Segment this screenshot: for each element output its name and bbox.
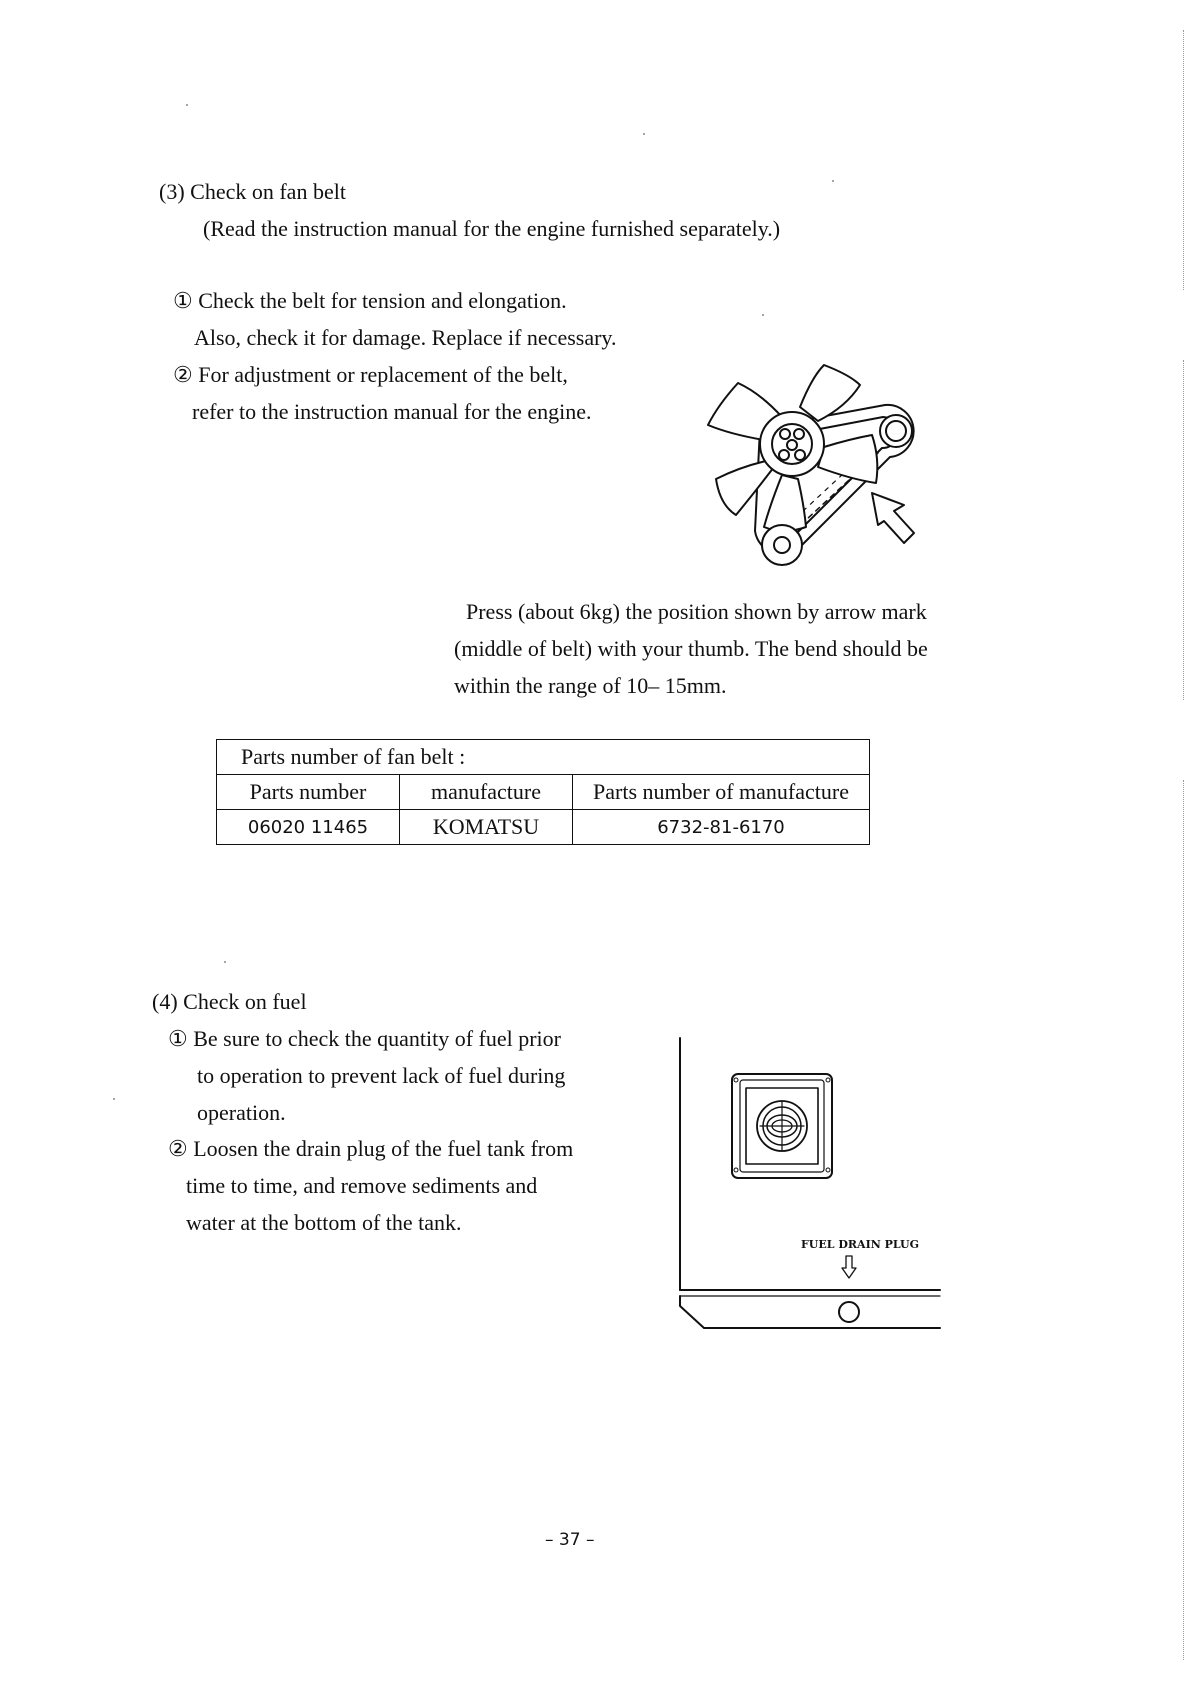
cell-manufacture: KOMATSU — [400, 810, 573, 845]
section4-heading: (4) Check on fuel — [152, 989, 307, 1014]
crank-pulley — [762, 525, 802, 565]
section3-item2-line1: ② For adjustment or replacement of the belt, — [173, 362, 568, 387]
fan-blade — [764, 475, 806, 531]
table-row — [217, 810, 870, 845]
scan-speck — [643, 133, 645, 135]
scan-speck — [224, 961, 226, 963]
press-line1: Press (about 6kg) the position shown by arrow mark — [466, 599, 927, 624]
header-manufacture: manufacture — [400, 775, 573, 810]
section3-heading: (3) Check on fan belt — [159, 179, 346, 204]
section4-item2-line2: time to time, and remove sediments and — [186, 1173, 538, 1198]
scan-speck — [113, 1098, 115, 1100]
section3-item1-line1: ① Check the belt for tension and elongation. — [173, 288, 567, 313]
arrow-mark — [872, 493, 914, 543]
fan-belt-diagram — [700, 355, 950, 585]
table-header-row — [217, 775, 870, 810]
parts-table-title: Parts number of fan belt : — [217, 740, 870, 775]
scan-speck — [832, 180, 834, 182]
press-line2: (middle of belt) with your thumb. The bend should be — [454, 636, 928, 661]
down-arrow-icon — [842, 1256, 856, 1278]
scan-edge-lower — [1183, 780, 1184, 1660]
fan-blade — [716, 461, 774, 515]
scan-speck — [186, 104, 188, 106]
section4-item2-line3: water at the bottom of the tank. — [186, 1210, 462, 1235]
section3-note: (Read the instruction manual for the engine furnished separately.) — [203, 216, 781, 241]
fuel-drain-plug-label: FUEL DRAIN PLUG — [801, 1238, 919, 1251]
scan-edge-upper — [1183, 30, 1184, 290]
cell-manufacturer-parts-number: 6732-81-6170 — [573, 810, 870, 845]
section3-item1-line2: Also, check it for damage. Replace if necessary. — [194, 325, 617, 350]
fan-blade — [818, 435, 877, 483]
section4-item2-line1: ② Loosen the drain plug of the fuel tank from — [168, 1136, 574, 1161]
fuel-tank-diagram — [670, 1030, 950, 1350]
alternator-pulley — [880, 415, 912, 447]
table-row — [217, 740, 870, 775]
fan-blade — [800, 365, 860, 421]
header-parts-number: Parts number — [217, 775, 400, 810]
section3-item2-line2: refer to the instruction manual for the engine. — [192, 399, 592, 424]
scan-edge-middle — [1183, 360, 1184, 700]
section4-item1-line3: operation. — [197, 1100, 286, 1125]
fan-belt-parts-table — [216, 739, 870, 845]
section4-item1-line1: ① Be sure to check the quantity of fuel prior — [168, 1026, 561, 1051]
page-number: – 37 – — [545, 1530, 595, 1550]
scan-speck — [762, 314, 764, 316]
header-parts-number-of-manufacture: Parts number of manufacture — [573, 775, 870, 810]
press-line3: within the range of 10– 15mm. — [454, 673, 727, 698]
fuel-drain-plug — [839, 1302, 859, 1322]
section4-item1-line2: to operation to prevent lack of fuel during — [197, 1063, 566, 1088]
cell-parts-number: 06020 11465 — [217, 810, 400, 845]
